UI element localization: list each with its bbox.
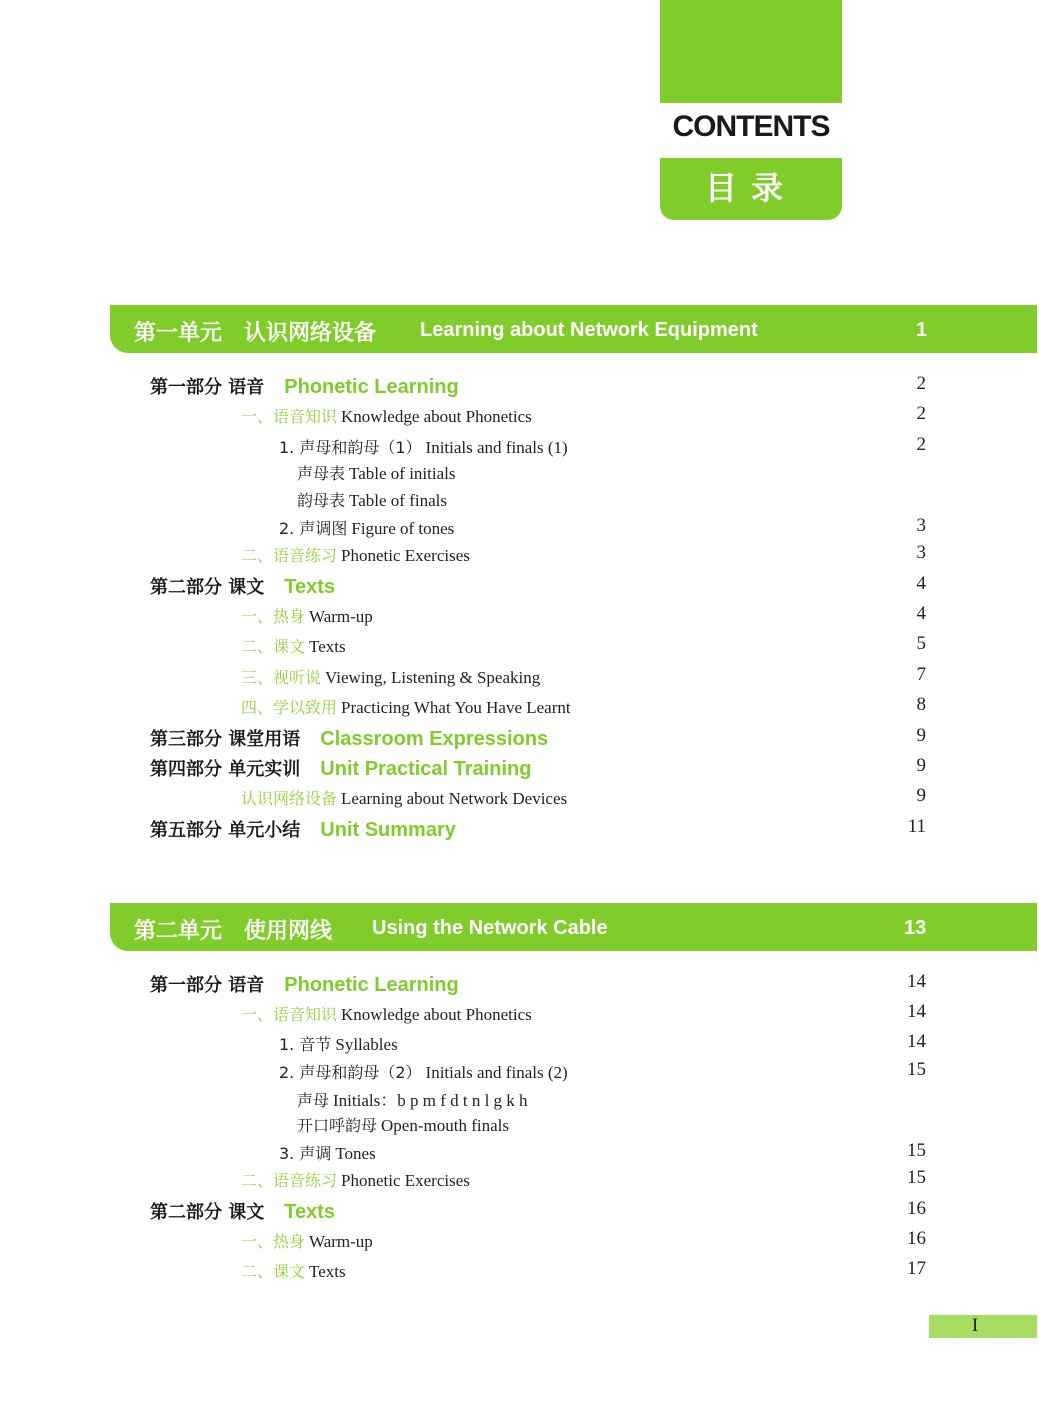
entry-cn: 第一部分 语音 xyxy=(150,975,265,996)
entry-en: Texts xyxy=(309,1262,346,1281)
contents-title: CONTENTS xyxy=(672,110,830,143)
toc-entry-sec xyxy=(241,1168,470,1191)
entry-en: Initials and finals (2) xyxy=(425,1063,568,1082)
toc-entry-part xyxy=(150,816,456,842)
entry-cn: 1. 音节 xyxy=(279,1035,332,1054)
toc-entry-part xyxy=(150,755,531,781)
entry-en: Syllables xyxy=(335,1035,398,1054)
entry-en: Learning about Network Devices xyxy=(341,789,568,808)
entry-cn: 四、学以致用 xyxy=(241,698,338,717)
toc-entry-sec xyxy=(241,604,373,627)
entry-page: 15 xyxy=(907,1140,926,1161)
toc-entry-sub xyxy=(297,488,447,511)
entry-en: Phonetic Exercises xyxy=(341,546,470,565)
entry-en: Classroom Expressions xyxy=(320,728,549,750)
entry-en: Knowledge about Phonetics xyxy=(341,1005,532,1024)
entry-en: Tones xyxy=(335,1144,376,1163)
entry-cn: 2. 声调图 xyxy=(279,519,348,538)
entry-en: Knowledge about Phonetics xyxy=(341,407,532,426)
unit-title-en: Learning about Network Equipment xyxy=(420,319,758,341)
unit-title-cn: 第一单元 认识网络设备 xyxy=(134,321,377,346)
entry-en: Texts xyxy=(284,1201,336,1223)
entry-page: 16 xyxy=(907,1198,926,1219)
entry-page: 14 xyxy=(907,1031,926,1052)
entry-page: 17 xyxy=(907,1258,926,1279)
toc-entry-sub xyxy=(297,1086,528,1111)
toc-entry-sec xyxy=(241,404,532,427)
toc-entry-item xyxy=(279,516,454,539)
entry-en: Phonetic Exercises xyxy=(341,1171,470,1190)
entry-cn: 一、语音知识 xyxy=(241,407,338,426)
entry-en: Viewing, Listening & Speaking xyxy=(325,668,541,687)
toc-entry-sec xyxy=(241,786,567,809)
entry-en: Practicing What You Have Learnt xyxy=(341,698,571,717)
toc-entry-sec xyxy=(241,1229,373,1252)
entry-cn: 第二部分 课文 xyxy=(150,577,265,598)
entry-en: Table of finals xyxy=(349,491,447,510)
entry-page: 9 xyxy=(916,785,926,806)
entry-page: 2 xyxy=(916,373,926,394)
entry-cn: 声母表 xyxy=(297,464,346,483)
entry-en: Table of initials xyxy=(349,464,456,483)
toc-entry-part xyxy=(150,1198,335,1224)
entry-cn: 第一部分 语音 xyxy=(150,377,265,398)
toc-entry-sec xyxy=(241,695,571,718)
entry-en: Unit Summary xyxy=(320,819,456,841)
toc-entry-sec xyxy=(241,1002,532,1025)
header-green-block xyxy=(660,0,842,103)
unit-title-cn: 第二单元 使用网线 xyxy=(134,919,333,944)
entry-cn: 声母 xyxy=(297,1091,330,1110)
entry-cn: 二、课文 xyxy=(241,1262,306,1281)
entry-en: Texts xyxy=(309,637,346,656)
entry-cn: 一、语音知识 xyxy=(241,1005,338,1024)
toc-entry-item xyxy=(279,1060,568,1083)
entry-cn: 二、语音练习 xyxy=(241,546,338,565)
entry-page: 14 xyxy=(907,971,926,992)
entry-en: Initials and finals (1) xyxy=(425,438,568,457)
entry-en: Phonetic Learning xyxy=(284,974,459,996)
entry-cn: 二、课文 xyxy=(241,637,306,656)
toc-entry-part xyxy=(150,971,459,997)
entry-cn: 3. 声调 xyxy=(279,1144,332,1163)
entry-page: 11 xyxy=(907,816,926,837)
entry-page: 5 xyxy=(916,633,926,654)
entry-cn: 开口呼韵母 xyxy=(297,1116,378,1135)
entry-page: 15 xyxy=(907,1059,926,1080)
entry-cn: 三、视听说 xyxy=(241,668,322,687)
entry-en: Warm-up xyxy=(309,1232,373,1251)
entry-en: Figure of tones xyxy=(351,519,455,538)
entry-cn: 一、热身 xyxy=(241,1232,306,1251)
entry-en: Open-mouth finals xyxy=(381,1116,509,1135)
entry-cn: 第二部分 课文 xyxy=(150,1202,265,1223)
toc-entry-sub xyxy=(297,1113,509,1136)
toc-entry-item xyxy=(279,1032,398,1055)
entry-cn: 第三部分 课堂用语 xyxy=(150,729,301,750)
unit-page: 1 xyxy=(916,319,928,341)
entry-en: Unit Practical Training xyxy=(320,758,532,780)
entry-cn: 一、热身 xyxy=(241,607,306,626)
toc-entry-part xyxy=(150,373,459,399)
entry-page: 2 xyxy=(916,403,926,424)
entry-page: 7 xyxy=(916,664,926,685)
toc-entry-sec xyxy=(241,665,540,688)
unit-page: 13 xyxy=(904,917,927,939)
toc-entry-item xyxy=(279,1141,376,1164)
contents-cn-title: 目录 xyxy=(660,158,842,220)
entry-page: 3 xyxy=(916,515,926,536)
toc-entry-sub xyxy=(297,461,455,484)
entry-page: 2 xyxy=(916,434,926,455)
toc-entry-part xyxy=(150,573,335,599)
entry-page: 4 xyxy=(916,603,926,624)
toc-entry-item xyxy=(279,435,568,458)
toc-entry-sec xyxy=(241,543,470,566)
entry-page: 9 xyxy=(916,725,926,746)
entry-en: Phonetic Learning xyxy=(284,376,459,398)
entry-en: Initials：b p m f d t n l g k h xyxy=(333,1091,528,1110)
unit-header-bar xyxy=(110,903,1037,951)
entry-page: 4 xyxy=(916,573,926,594)
page-number: I xyxy=(971,1315,979,1336)
entry-en: Warm-up xyxy=(309,607,373,626)
entry-page: 9 xyxy=(916,755,926,776)
entry-cn: 认识网络设备 xyxy=(241,789,338,808)
entry-page: 8 xyxy=(916,694,926,715)
entry-cn: 2. 声母和韵母（2） xyxy=(279,1063,422,1082)
toc-entry-part xyxy=(150,725,548,751)
unit-header-bar xyxy=(110,305,1037,353)
entry-cn: 韵母表 xyxy=(297,491,346,510)
unit-title-en: Using the Network Cable xyxy=(372,917,608,939)
toc-entry-sec xyxy=(241,634,346,657)
entry-cn: 二、语音练习 xyxy=(241,1171,338,1190)
toc-entry-sec xyxy=(241,1259,346,1282)
entry-page: 15 xyxy=(907,1167,926,1188)
entry-cn: 1. 声母和韵母（1） xyxy=(279,438,422,457)
entry-cn: 第五部分 单元小结 xyxy=(150,820,301,841)
entry-page: 3 xyxy=(916,542,926,563)
entry-cn: 第四部分 单元实训 xyxy=(150,759,301,780)
entry-page: 14 xyxy=(907,1001,926,1022)
entry-en: Texts xyxy=(284,576,336,598)
entry-page: 16 xyxy=(907,1228,926,1249)
